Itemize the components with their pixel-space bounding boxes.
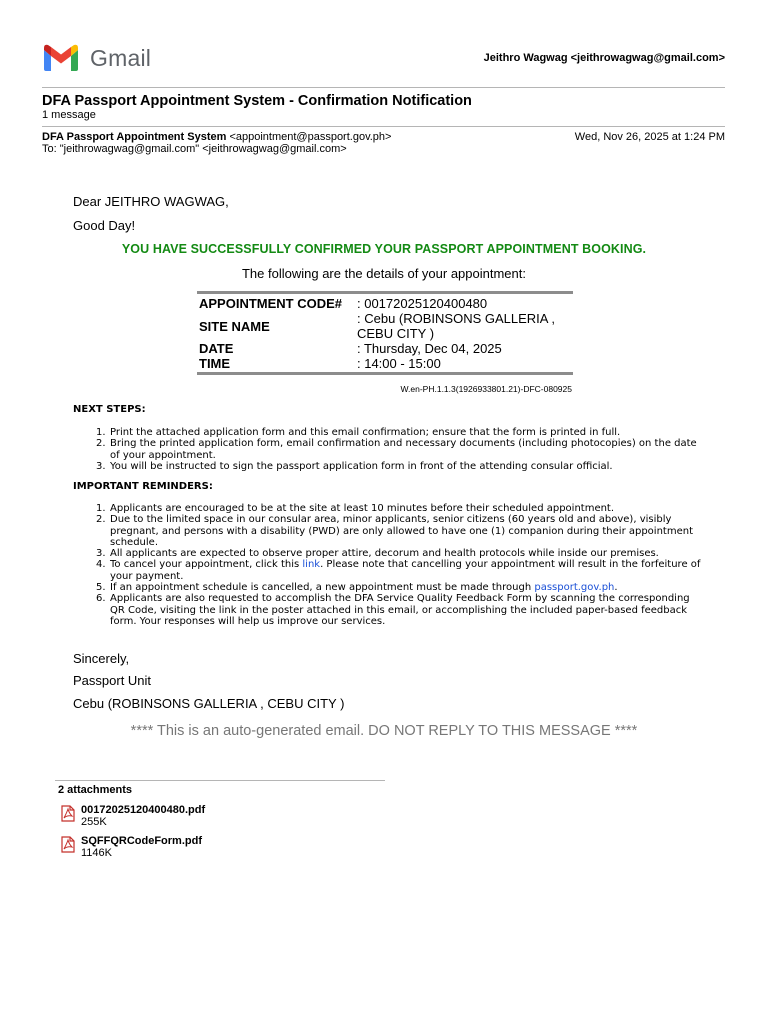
list-item: 5. If an appointment schedule is cancelled, a new appointment must be made through passport.gov.ph. <box>96 582 618 594</box>
message-count: 1 message <box>42 109 96 121</box>
header-divider <box>42 87 725 88</box>
attachment-item[interactable] <box>59 835 202 859</box>
account-label: Jeithro Wagwag <jeithrowagwag@gmail.com> <box>483 52 725 64</box>
date-value: : Thursday, Dec 04, 2025 <box>357 341 502 356</box>
list-item: 4. To cancel your appointment, click this link. Please note that cancelling your appointment will result in the forfeiture of your payment. <box>96 559 701 582</box>
attachment-filename[interactable]: 00172025120400480.pdf <box>81 804 206 816</box>
list-item: 1. Print the attached application form and this email confirmation; ensure that the form is printed in full. <box>96 427 621 438</box>
gmail-wordmark: Gmail <box>90 44 152 71</box>
gmail-logo[interactable] <box>42 44 162 72</box>
appointment-row <box>197 341 573 356</box>
attachment-size: 1146K <box>81 847 112 859</box>
appointment-row <box>197 294 573 311</box>
attachment-filename[interactable]: SQFFQRCodeForm.pdf <box>81 835 202 847</box>
reminders-heading: IMPORTANT REMINDERS: <box>73 481 213 492</box>
list-item: 3. You will be instructed to sign the passport application form in front of the attending consular official. <box>96 460 613 472</box>
subject-divider <box>42 126 725 127</box>
gmail-m-icon <box>42 44 80 72</box>
appointment-row <box>197 311 573 341</box>
passport-unit: Passport Unit <box>73 673 152 688</box>
sender-email: <appointment@passport.gov.ph> <box>229 131 392 143</box>
site-name-value: : Cebu (ROBINSONS GALLERIA , CEBU CITY ) <box>357 311 555 341</box>
appointment-code-value: : 00172025120400480 <box>357 296 488 311</box>
appointment-details-table <box>197 291 573 375</box>
auto-generated-note: **** This is an auto-generated email. DO NOT REPLY TO THIS MESSAGE **** <box>130 723 638 739</box>
closing: Sincerely, <box>73 651 130 666</box>
reminders-list <box>96 503 706 627</box>
good-day: Good Day! <box>73 218 136 233</box>
reference-code: W.en-PH.1.1.3(1926933801.21)-DFC-080925 <box>400 384 572 394</box>
list-item: 1. Applicants are encouraged to be at the site at least 10 minutes before their scheduled appointment. <box>96 503 615 514</box>
appointment-row <box>197 356 573 372</box>
passport-site-link[interactable]: passport.gov.ph <box>534 582 615 594</box>
attachment-item[interactable] <box>59 804 205 828</box>
site-signature: Cebu (ROBINSONS GALLERIA , CEBU CITY ) <box>73 696 345 711</box>
sender-name: DFA Passport Appointment System <box>42 131 227 143</box>
pdf-icon <box>59 836 76 853</box>
message-date: Wed, Nov 26, 2025 at 1:24 PM <box>574 131 725 143</box>
sender-line <box>42 131 391 143</box>
site-name-label: SITE NAME <box>199 318 270 334</box>
list-item: 6. Applicants are also requested to accomplish the DFA Service Quality Feedback Form by scanning the corresponding QR Code, visiting the link in the poster attached in this email, or accomplishing the included paper-based feedback form. Your responses will help us improve our services. <box>96 593 690 627</box>
next-steps-list <box>96 427 706 472</box>
cancel-appointment-link[interactable]: link <box>302 559 321 571</box>
appointment-code-label: APPOINTMENT CODE# <box>199 296 343 311</box>
time-value: : 14:00 - 15:00 <box>357 356 441 371</box>
appointment-intro: The following are the details of your appointment: <box>241 266 526 281</box>
list-item: 2. Bring the printed application form, email confirmation and necessary documents (including photocopies) on the date of your appointment. <box>96 438 697 461</box>
time-label: TIME <box>199 356 231 371</box>
next-steps-heading: NEXT STEPS: <box>73 404 146 415</box>
recipient-line: To: "jeithrowagwag@gmail.com" <jeithrowagwag@gmail.com> <box>42 143 347 155</box>
attachments-divider <box>55 780 385 781</box>
success-message: YOU HAVE SUCCESSFULLY CONFIRMED YOUR PASSPORT APPOINTMENT BOOKING. <box>121 242 647 256</box>
thread-subject: DFA Passport Appointment System - Confirmation Notification <box>42 93 472 109</box>
pdf-icon <box>59 805 76 822</box>
date-label: DATE <box>199 341 234 356</box>
list-item: 3. All applicants are expected to observe proper attire, decorum and health protocols while inside our premises. <box>96 548 659 560</box>
list-item: 2. Due to the limited space in our consular area, minor applicants, senior citizens (60 years old and above), visibly pregnant, and persons with a disability (PWD) are only allowed to have one (1) companion during their appointment schedule. <box>96 514 693 548</box>
attachment-size: 255K <box>81 816 107 828</box>
attachments-title: 2 attachments <box>58 784 132 796</box>
greeting: Dear JEITHRO WAGWAG, <box>73 194 229 209</box>
